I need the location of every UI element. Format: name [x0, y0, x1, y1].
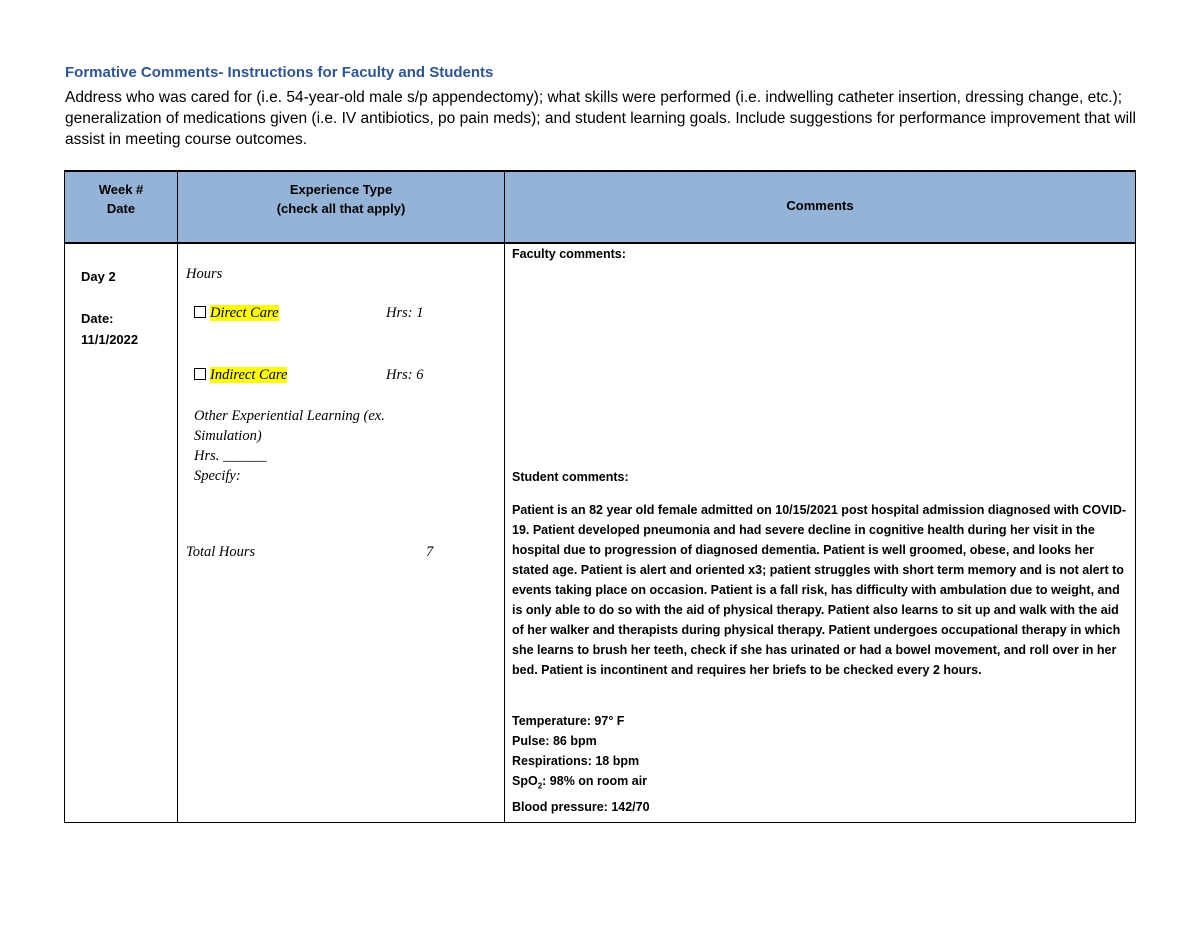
experience-type-header: [178, 171, 505, 243]
total-hours-value: 7: [426, 544, 434, 560]
blood-pressure: Blood pressure: 142/70: [512, 799, 650, 814]
direct-care-checkbox[interactable]: [194, 306, 206, 318]
week-date-cell: [65, 243, 178, 823]
vital-signs: [512, 711, 650, 817]
faculty-comments-label: Faculty comments:: [512, 247, 626, 261]
date-header-label: Date: [106, 201, 136, 216]
comments-header: [505, 171, 1136, 243]
total-hours-label: Total Hours: [186, 544, 256, 560]
student-comments-text: Patient is an 82 year old female admitted on 10/15/2021 post hospital admission diagnosed with COVID-19. Patient developed pneumonia and had severe decline in cognitive health during her visit in the hospital due to progression of diagnosed dementia. Patient is well groomed, obese, and looks her stated age. Patient is alert and oriented x3; patient struggles with short term memory and is not alert to events taking place on occasion. Patient is a fall risk, has difficulty with ambulation due to weight, and is only able to do so with the aid of physical therapy. Patient also learns to sit up and walk with the aid of her walker and therapists during physical therapy. Patient undergoes occupational therapy in which she learns to brush her teeth, check if she has urinated or had a bowel movement, and roll over in her bed. Patient is incontinent and requires her briefs to be checked every 2 hours.: [512, 503, 1127, 677]
indirect-care-option[interactable]: [194, 367, 287, 384]
other-learning-hours: Hrs. ______: [194, 448, 267, 464]
experience-header-note: (check all that apply): [276, 201, 406, 216]
direct-care-option[interactable]: [194, 305, 279, 322]
instructions-paragraph: Address who was cared for (i.e. 54-year-old male s/p appendectomy); what skills were performed (i.e. indwelling catheter insertion, dressing change, etc.); generalization of medications given (i.e. IV antibiotics, po pain meds); and student learning goals. Include suggestions for performance improvement that will assist in meeting course outcomes.: [65, 89, 1136, 148]
spo2-prefix: SpO: [512, 774, 538, 788]
table-header-row: [65, 171, 1136, 243]
respirations: Respirations: 18 bpm: [512, 754, 640, 768]
temperature: Temperature: 97° F: [512, 714, 625, 728]
indirect-care-checkbox[interactable]: [194, 368, 206, 380]
hours-label: Hours: [186, 266, 223, 282]
experience-type-cell: [178, 243, 505, 823]
other-learning-example: Simulation): [194, 428, 262, 444]
indirect-care-label: Indirect Care: [210, 367, 288, 383]
week-header-label: Week #: [98, 182, 144, 197]
experience-header-label: Experience Type: [289, 182, 393, 197]
date-label: Date:: [81, 311, 114, 326]
comments-cell: [505, 243, 1136, 823]
comments-table: [64, 170, 1136, 823]
spo2: [512, 771, 650, 797]
day-label: Day 2: [81, 269, 116, 284]
date-block: [81, 308, 138, 350]
student-comments-label: Student comments:: [512, 470, 629, 484]
date-value: 11/1/2022: [81, 332, 139, 347]
direct-care-hours: Hrs: 1: [386, 305, 424, 321]
other-learning-label: Other Experiential Learning (ex.: [194, 408, 385, 424]
page-heading: Formative Comments- Instructions for Faculty and Students: [65, 64, 494, 81]
direct-care-label: Direct Care: [210, 305, 279, 321]
table-row: [65, 243, 1136, 823]
comments-header-label: Comments: [786, 198, 854, 213]
indirect-care-hours: Hrs: 6: [386, 367, 424, 383]
spo2-subscript: 2: [537, 781, 543, 791]
week-date-header: [65, 171, 178, 243]
other-learning-specify: Specify:: [194, 468, 241, 484]
pulse: Pulse: 86 bpm: [512, 734, 597, 748]
spo2-value: : 98% on room air: [542, 774, 648, 788]
other-learning-block: [194, 406, 385, 486]
